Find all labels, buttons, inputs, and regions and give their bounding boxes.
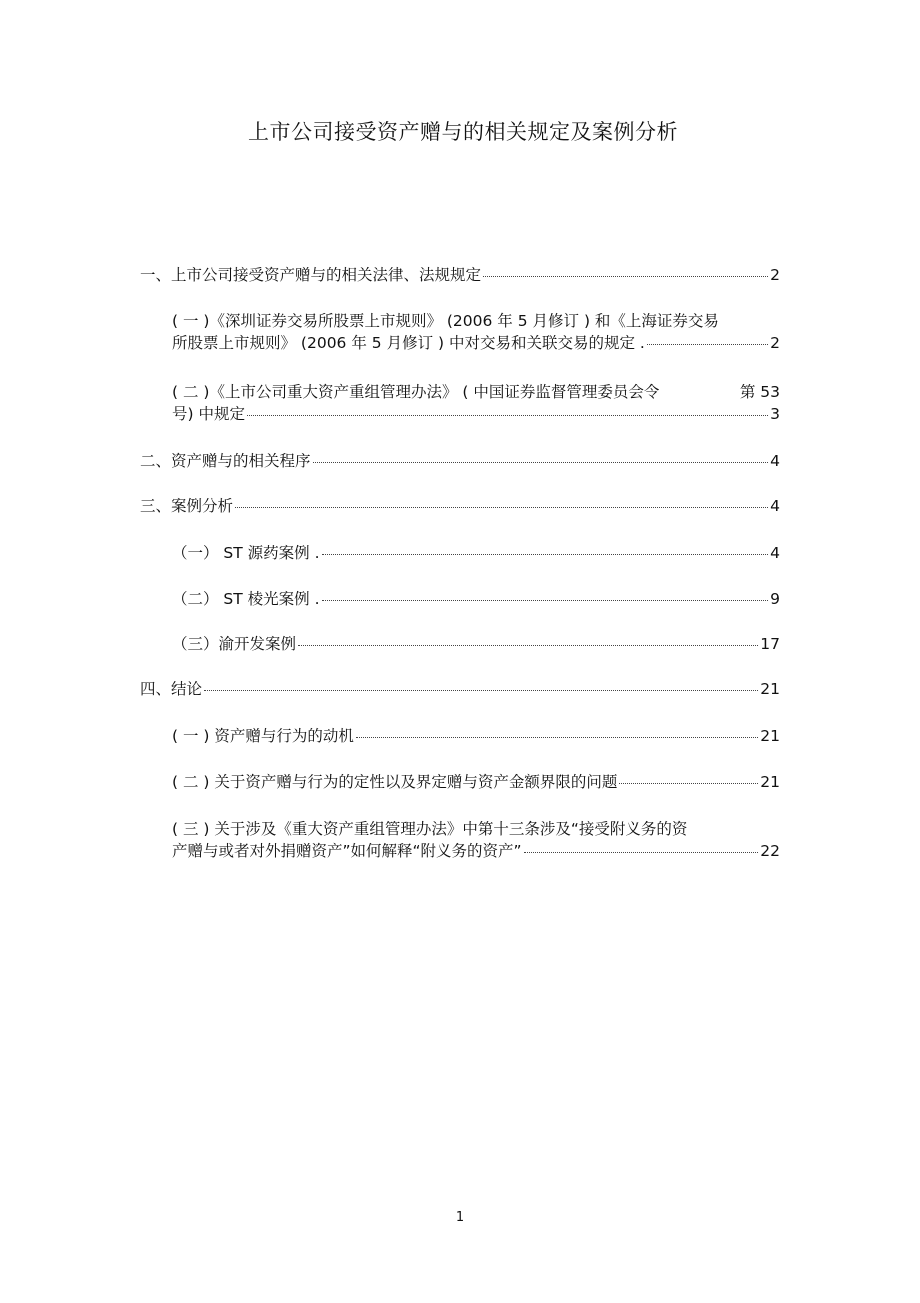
toc-entry-1-2[interactable] (172, 381, 780, 425)
toc-leader-dots (298, 645, 758, 646)
toc-page-number: 9 (770, 590, 780, 608)
toc-entry-3-2[interactable] (172, 588, 780, 610)
toc-page-number: 4 (770, 544, 780, 562)
toc-entry-text: 三、案例分析 (140, 497, 234, 515)
toc-entry-text: ( 二 ) 关于资产赠与行为的定性以及界定赠与资产金额界限的问题 (172, 773, 618, 791)
toc-entry-text: ( 一 ) 资产赠与行为的动机 (172, 727, 354, 745)
toc-page-number: 21 (760, 773, 780, 791)
toc-leader-dots (356, 737, 758, 738)
toc-page-number: 3 (770, 405, 780, 423)
toc-leader-dots (235, 507, 768, 508)
toc-entry-2[interactable] (140, 450, 780, 472)
toc-page-number: 21 (760, 680, 780, 698)
toc-entry-3-1[interactable] (172, 542, 780, 564)
toc-page-number: 4 (770, 497, 780, 515)
toc-entry-text-line1: ( 一 )《深圳证券交易所股票上市规则》 (2006 年 5 月修订 ) 和《上海证券交易 (172, 312, 719, 330)
toc-entry-1[interactable] (140, 264, 780, 286)
toc-entry-text: 一、上市公司接受资产赠与的相关法律、法规规定 (140, 266, 482, 284)
toc-page-number: 4 (770, 452, 780, 470)
toc-entry-3-3[interactable] (172, 633, 780, 655)
toc-entry-text-line1: ( 二 )《上市公司重大资产重组管理办法》 ( 中国证券监督管理委员会令 (172, 383, 660, 401)
toc-page-number: 22 (760, 842, 780, 860)
toc-entry-text-line1: ( 三 ) 关于涉及《重大资产重组管理办法》中第十三条涉及“接受附义务的资 (172, 820, 688, 838)
toc-entry-4-3[interactable] (172, 818, 780, 862)
toc-leader-dots (483, 276, 768, 277)
toc-leader-dots (322, 554, 769, 555)
toc-page-number: 2 (770, 334, 780, 352)
toc-page-number: 17 (760, 635, 780, 653)
toc-entry-1-1[interactable] (172, 310, 780, 354)
toc-entry-text: 号) 中规定 (172, 405, 245, 423)
toc-entry-text-line1-end: 第 53 (739, 383, 780, 401)
toc-page-number: 21 (760, 727, 780, 745)
toc-entry-4-2[interactable] (172, 771, 780, 793)
toc-entry-text: 二、资产赠与的相关程序 (140, 452, 311, 470)
document-title: 上市公司接受资产赠与的相关规定及案例分析 (248, 120, 678, 144)
toc-entry-text: （三）渝开发案例 (172, 635, 297, 653)
toc-leader-dots (247, 415, 768, 416)
toc-leader-dots (524, 852, 759, 853)
toc-entry-3[interactable] (140, 495, 780, 517)
toc-entry-text: （一） ST 源药案例 . (172, 544, 320, 562)
toc-leader-dots (647, 344, 768, 345)
toc-entry-4[interactable] (140, 678, 780, 700)
footer-page-number: 1 (455, 1210, 465, 1225)
toc-entry-text: 所股票上市规则》 (2006 年 5 月修订 ) 中对交易和关联交易的规定 . (172, 334, 645, 352)
toc-page-number: 2 (770, 266, 780, 284)
toc-entry-text: 四、结论 (140, 680, 203, 698)
toc-leader-dots (322, 600, 769, 601)
toc-leader-dots (313, 462, 769, 463)
toc-leader-dots (204, 690, 758, 691)
toc-entry-text: 产赠与或者对外捐赠资产”如何解释“附义务的资产” (172, 842, 522, 860)
toc-entry-text: （二） ST 棱光案例 . (172, 590, 320, 608)
toc-leader-dots (619, 783, 758, 784)
toc-entry-4-1[interactable] (172, 725, 780, 747)
